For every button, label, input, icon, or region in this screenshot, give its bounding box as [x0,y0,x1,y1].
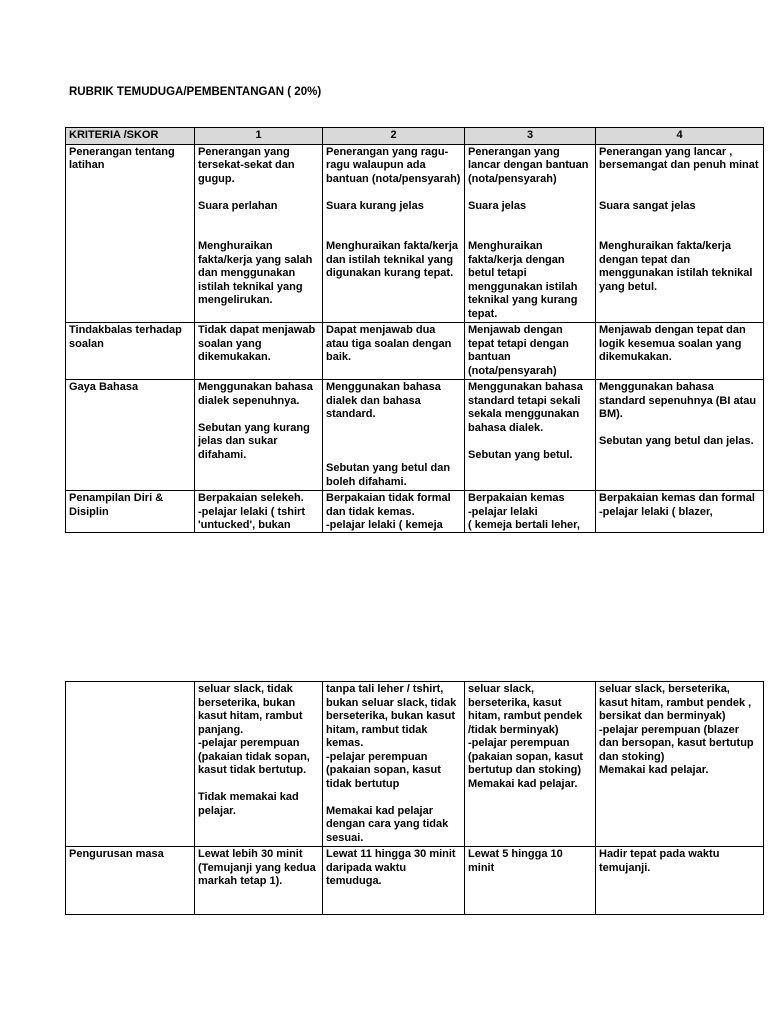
table-row [66,847,764,915]
header-score-2: 2 [323,128,465,145]
document-title: RUBRIK TEMUDUGA/PEMBENTANGAN ( 20%) [69,86,322,98]
score-cell: Penerangan yang tersekat-sekat dan gugup. Suara perlahan Menghuraikan fakta/kerja yang salah dan menggunakan istilah teknikal yang mengelirukan. [195,144,323,323]
score-cell: Tidak dapat menjawab soalan yang dikemukakan. [195,323,323,380]
score-text: Berpakaian kemas -pelajar lelaki ( kemeja bertali leher, [468,492,580,531]
score-cell: Penerangan yang lancar dengan bantuan (nota/pensyarah) Suara jelas Menghuraikan fakta/kerja dengan betul tetapi menggunakan istilah teknikal yang kurang tepat. [465,144,596,323]
table-row [66,144,764,323]
score-cell: Penerangan yang ragu-ragu walaupun ada bantuan (nota/pensyarah) Suara kurang jelas Menghuraikan fakta/kerja dan istilah teknikal yang digunakan kurang tepat. [323,144,465,323]
score-text: Berpakaian tidak formal dan tidak kemas. -pelajar lelaki ( kemeja [326,492,451,531]
score-cell [195,491,323,533]
score-cell [323,491,465,533]
criterion-cell [66,491,195,533]
criterion-cell: Tindakbalas terhadap soalan [66,323,195,380]
table-row [66,491,764,533]
score-cell: Lewat 11 hingga 30 minit daripada waktu temuduga. [323,847,465,915]
criterion-cell: Gaya Bahasa [66,380,195,491]
criterion-cell: Penerangan tentang latihan [66,144,195,323]
score-cell: tanpa tali leher / tshirt, bukan seluar slack, tidak berseterika, bukan kasut hitam, rambut tidak kemas. -pelajar perempuan (pakaian sopan, kasut tidak bertutup Memakai kad pelajar dengan cara yang tidak sesuai. [323,682,465,847]
rubric-table-page-1 [65,127,764,533]
score-cell: Menggunakan bahasa standard tetapi sekali sekala menggunakan bahasa dialek. Sebutan yang betul. [465,380,596,491]
score-cell: seluar slack, tidak berseterika, bukan kasut hitam, rambut panjang. -pelajar perempuan (pakaian tidak sopan, kasut tidak bertutup. Tidak memakai kad pelajar. [195,682,323,847]
score-cell: Lewat lebih 30 minit (Temujanji yang kedua markah tetap 1). [195,847,323,915]
score-cell: Menjawab dengan tepat dan logik kesemua soalan yang dikemukakan. [596,323,764,380]
table-row [66,323,764,380]
score-cell: seluar slack, berseterika, kasut hitam, rambut pendek , bersikat dan berminyak) -pelajar perempuan (blazer dan bersopan, kasut bertutup dan stoking) Memakai kad pelajar. [596,682,764,847]
score-cell: Menggunakan bahasa standard sepenuhnya (BI atau BM). Sebutan yang betul dan jelas. [596,380,764,491]
score-cell: Hadir tepat pada waktu temujanji. [596,847,764,915]
table-row [66,380,764,491]
score-cell [465,491,596,533]
header-score-1: 1 [195,128,323,145]
score-cell: Lewat 5 hingga 10 minit [465,847,596,915]
header-score-4: 4 [596,128,764,145]
score-text: Berpakaian kemas dan formal -pelajar lelaki ( blazer, [599,492,755,518]
score-cell: Menggunakan bahasa dialek dan bahasa standard. Sebutan yang betul dan boleh difahami. [323,380,465,491]
header-score-3: 3 [465,128,596,145]
table-row [66,682,764,847]
score-cell [596,491,764,533]
score-cell: Menjawab dengan tepat tetapi dengan bantuan (nota/pensyarah) [465,323,596,380]
score-cell: Dapat menjawab dua atau tiga soalan dengan baik. [323,323,465,380]
rubric-table-page-2 [65,681,764,915]
criterion-cell [66,682,195,847]
criterion-cell: Pengurusan masa [66,847,195,915]
table-header-row [66,128,764,145]
criterion-text: Penampilan Diri & Disiplin [69,492,164,518]
score-cell: Penerangan yang lancar , bersemangat dan penuh minat Suara sangat jelas Menghuraikan fakta/kerja dengan tepat dan menggunakan istilah teknikal yang betul. [596,144,764,323]
score-cell: seluar slack, berseterika, kasut hitam, rambut pendek /tidak berminyak) -pelajar perempuan (pakaian sopan, kasut bertutup dan stoking) Memakai kad pelajar. [465,682,596,847]
score-cell: Menggunakan bahasa dialek sepenuhnya. Sebutan yang kurang jelas dan sukar difahami. [195,380,323,491]
header-criteria-score: KRITERIA /SKOR [66,128,195,145]
score-text: Berpakaian selekeh. -pelajar lelaki ( tshirt 'untucked', bukan [198,492,305,531]
